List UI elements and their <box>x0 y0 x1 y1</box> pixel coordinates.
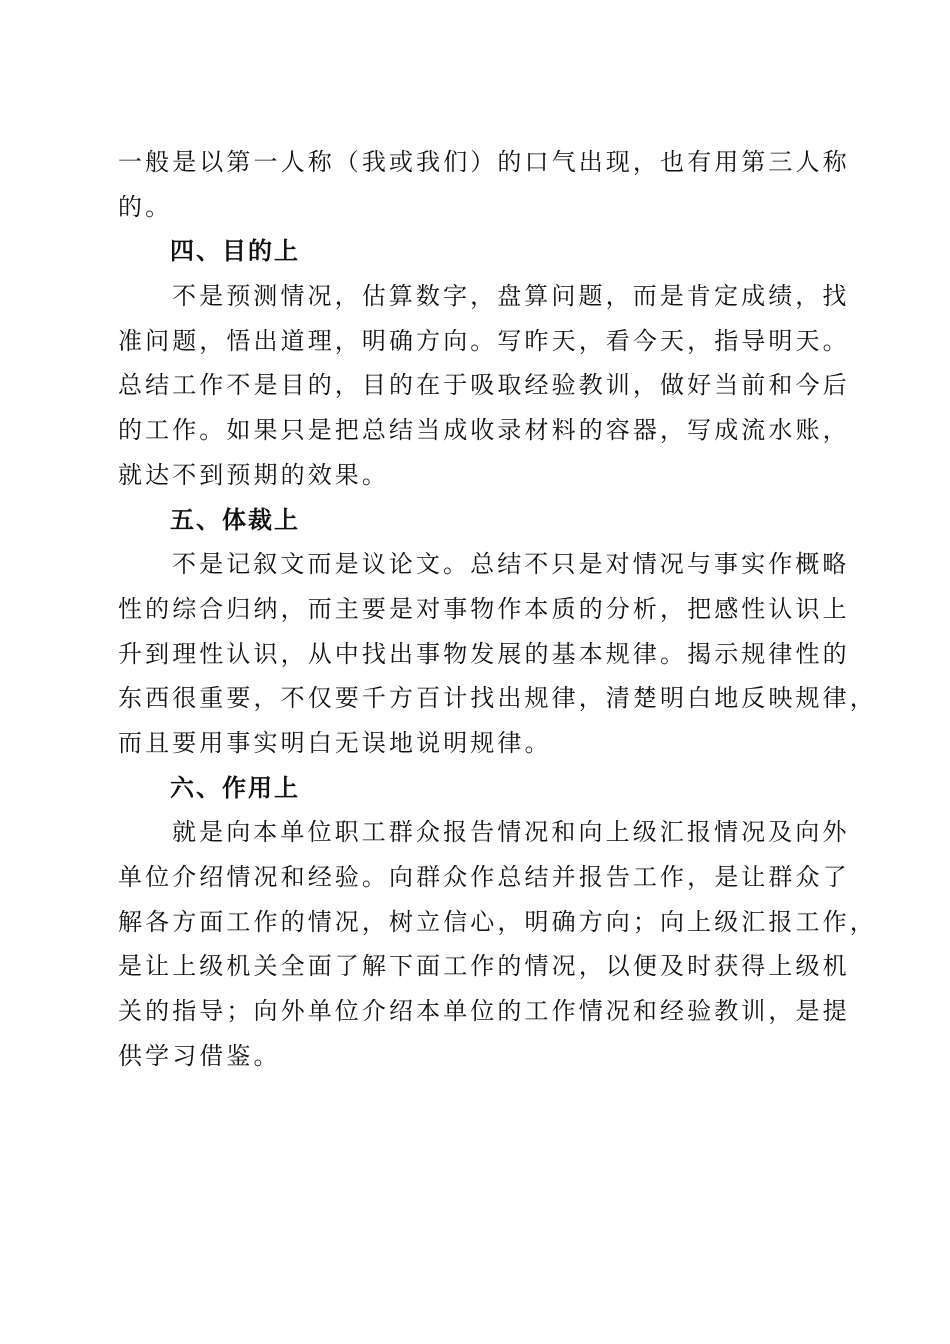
section-heading-purpose: 四、目的上 <box>170 237 300 266</box>
text-line: 而且要用事实明白无误地说明规律。 <box>118 728 552 757</box>
paragraph-first-line: 就是向本单位职工群众报告情况和向上级汇报情况及向外 <box>172 818 850 847</box>
section-heading-genre: 五、体裁上 <box>170 505 300 534</box>
text-line: 单位介绍情况和经验。向群众作总结并报告工作，是让群众了 <box>118 863 850 891</box>
text-line: 供学习借鉴。 <box>118 1041 281 1070</box>
text-line: 准问题，悟出道理，明确方向。写昨天，看今天，指导明天。 <box>118 326 850 355</box>
text-line: 的。 <box>118 192 173 221</box>
document-body <box>118 140 877 1078</box>
text-line: 一般是以第一人称（我或我们）的口气出现，也有用第三人称 <box>118 148 850 176</box>
text-line: 就达不到预期的效果。 <box>118 460 389 489</box>
text-line: 总结工作不是目的，目的在于吸取经验教训，做好当前和今后 <box>118 371 850 400</box>
text-line: 的工作。如果只是把总结当成收录材料的容器，写成流水账， <box>118 416 850 445</box>
text-line: 升到理性认识，从中找出事物发展的基本规律。揭示规律性的 <box>118 639 850 668</box>
section-heading-function: 六、作用上 <box>170 773 300 802</box>
paragraph-first-line: 不是预测情况，估算数字，盘算问题，而是肯定成绩，找 <box>172 282 850 311</box>
text-line: 关的指导；向外单位介绍本单位的工作情况和经验教训，是提 <box>118 997 850 1026</box>
text-line: 性的综合归纳，而主要是对事物作本质的分析，把感性认识上 <box>118 594 850 623</box>
paragraph-first-line: 不是记叙文而是议论文。总结不只是对情况与事实作概略 <box>172 550 850 579</box>
text-line: 是让上级机关全面了解下面工作的情况，以便及时获得上级机 <box>118 952 850 981</box>
text-line: 解各方面工作的情况，树立信心，明确方向；向上级汇报工作， <box>118 907 877 936</box>
text-line: 东西很重要，不仅要千方百计找出规律，清楚明白地反映规律， <box>118 684 877 713</box>
